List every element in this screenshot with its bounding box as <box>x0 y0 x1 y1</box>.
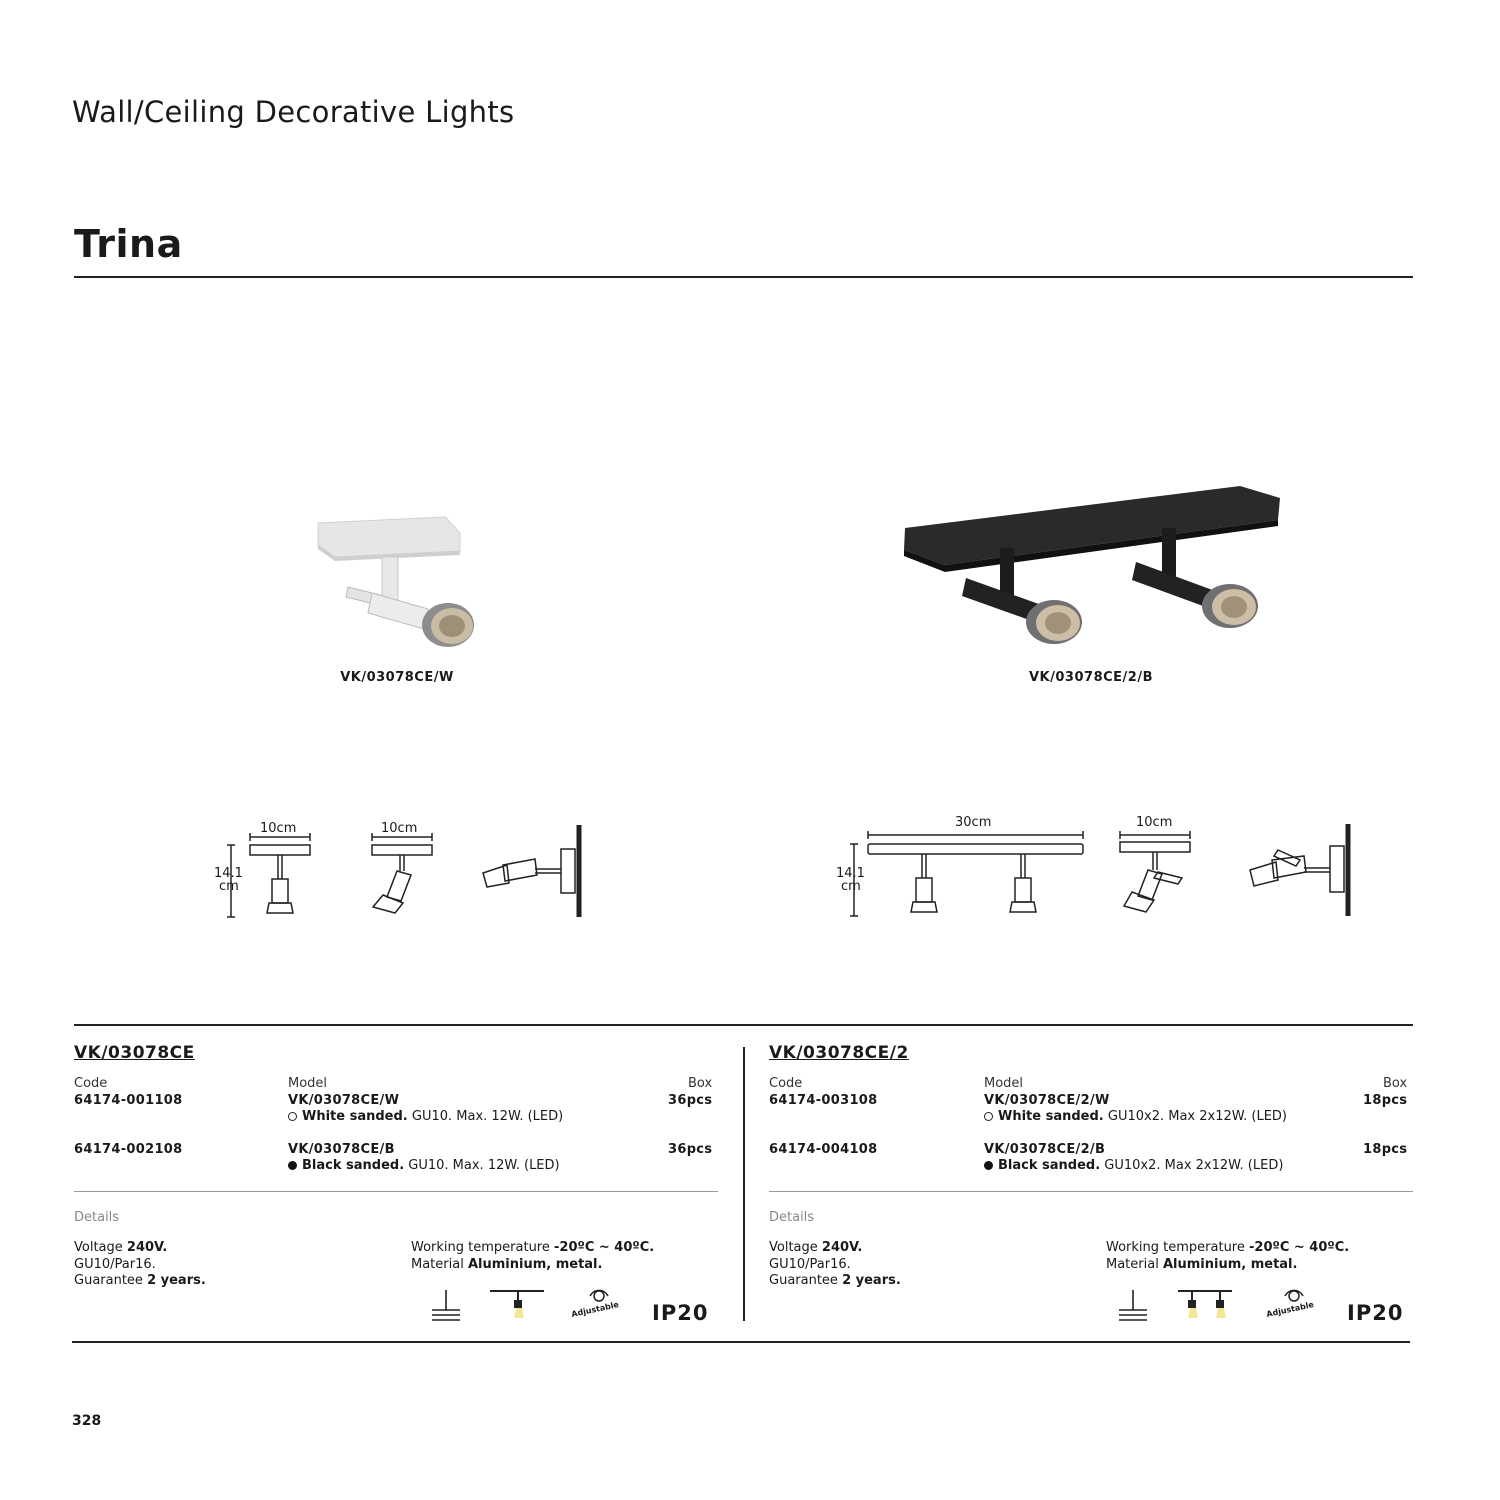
details-heading-left: Details <box>74 1210 120 1225</box>
white-finish-icon <box>984 1112 993 1121</box>
details-divider-right <box>769 1191 1413 1192</box>
finish-left-row2 <box>288 1158 560 1173</box>
voltage-label: Voltage <box>74 1240 127 1255</box>
details-right-col1 <box>769 1240 901 1290</box>
details-right-col2 <box>1106 1240 1349 1273</box>
double-spot-icon <box>1176 1288 1236 1324</box>
header-model-right: Model <box>984 1076 1024 1091</box>
header-box-left: Box <box>688 1076 713 1091</box>
details-heading-right: Details <box>769 1210 815 1225</box>
model-right-row1: VK/03078CE/2/W <box>984 1093 1110 1108</box>
temperature-label: Working temperature <box>1106 1240 1249 1255</box>
dim-height-single-unit: cm <box>219 879 239 894</box>
ip-rating-right: IP20 <box>1347 1301 1404 1325</box>
spec-bottom-divider <box>72 1341 1410 1343</box>
material-label: Material <box>1106 1256 1163 1272</box>
dim-width-single-front: 10cm <box>260 821 297 836</box>
dim-width-single-side: 10cm <box>381 821 418 836</box>
box-right-row2: 18pcs <box>1363 1142 1408 1157</box>
model-left-row1: VK/03078CE/W <box>288 1093 400 1108</box>
dim-height-double-value: 14.1 <box>836 866 865 881</box>
black-finish-icon <box>984 1161 993 1170</box>
finish-name: White sanded. <box>302 1109 408 1124</box>
finish-left-row1 <box>288 1109 563 1124</box>
model-right-row2: VK/03078CE/2/B <box>984 1142 1106 1157</box>
spec-text: GU10x2. Max 2x12W. (LED) <box>1103 1109 1287 1124</box>
header-code-left: Code <box>74 1076 108 1091</box>
details-left-col1 <box>74 1240 206 1290</box>
temperature-label: Working temperature <box>411 1240 554 1255</box>
code-right-row1: 64174-003108 <box>769 1093 878 1108</box>
voltage-value: 240V. <box>126 1240 168 1255</box>
finish-right-row1 <box>984 1109 1287 1124</box>
guarantee-label: Guarantee <box>74 1273 148 1288</box>
guarantee-value: 2 years. <box>147 1273 206 1288</box>
series-title-right: VK/03078CE/2 <box>769 1043 909 1063</box>
dim-width-double-front: 30cm <box>955 815 992 830</box>
spec-top-divider <box>74 1024 1413 1026</box>
product-title: Trina <box>74 222 183 266</box>
column-divider <box>743 1047 745 1321</box>
temperature-value: -20ºC ~ 40ºC. <box>554 1240 655 1255</box>
series-title-left: VK/03078CE <box>74 1043 195 1063</box>
code-right-row2: 64174-004108 <box>769 1142 878 1157</box>
finish-name: Black sanded. <box>998 1158 1101 1173</box>
box-left-row2: 36pcs <box>668 1142 713 1157</box>
product-photo-double-black <box>900 480 1290 650</box>
finish-right-row2 <box>984 1158 1283 1173</box>
box-left-row1: 36pcs <box>668 1093 713 1108</box>
black-finish-icon <box>288 1161 297 1170</box>
dimension-drawing-double <box>848 830 1358 925</box>
title-divider <box>74 276 1413 278</box>
code-left-row2: 64174-002108 <box>74 1142 183 1157</box>
category-heading: Wall/Ceiling Decorative Lights <box>72 95 515 129</box>
header-code-right: Code <box>769 1076 803 1091</box>
details-left-col2 <box>411 1240 654 1273</box>
voltage-label: Voltage <box>769 1240 822 1255</box>
spec-text: GU10x2. Max 2x12W. (LED) <box>1100 1158 1284 1173</box>
single-spot-icon <box>488 1288 548 1324</box>
finish-name: Black sanded. <box>302 1158 405 1173</box>
guarantee-value: 2 years. <box>842 1273 901 1288</box>
spec-text: GU10. Max. 12W. (LED) <box>407 1109 564 1124</box>
dim-width-double-side: 10cm <box>1136 815 1173 830</box>
header-box-right: Box <box>1383 1076 1408 1091</box>
temperature-value: -20ºC ~ 40ºC. <box>1249 1240 1350 1255</box>
dim-height-double-unit: cm <box>841 879 861 894</box>
lamp-type: GU10/Par16. <box>74 1256 156 1272</box>
material-value: Aluminium, metal. <box>467 1256 603 1272</box>
product-caption-double: VK/03078CE/2/B <box>1029 670 1153 685</box>
model-left-row2: VK/03078CE/B <box>288 1142 395 1157</box>
spec-text: GU10. Max. 12W. (LED) <box>404 1158 560 1173</box>
adjustable-label: Adjustable <box>1265 1300 1315 1319</box>
box-right-row1: 18pcs <box>1363 1093 1408 1108</box>
dim-height-single-value: 14.1 <box>214 866 243 881</box>
material-label: Material <box>411 1256 468 1272</box>
white-finish-icon <box>288 1112 297 1121</box>
header-model-left: Model <box>288 1076 328 1091</box>
guarantee-label: Guarantee <box>769 1273 843 1288</box>
material-value: Aluminium, metal. <box>1162 1256 1298 1272</box>
adjustable-label: Adjustable <box>570 1300 620 1319</box>
lamp-type: GU10/Par16. <box>769 1256 851 1272</box>
dimension-drawing-single <box>225 835 595 925</box>
product-caption-single: VK/03078CE/W <box>340 670 454 685</box>
earth-ground-icon <box>428 1288 464 1324</box>
code-left-row1: 64174-001108 <box>74 1093 183 1108</box>
details-divider-left <box>74 1191 718 1192</box>
page-number: 328 <box>72 1413 102 1429</box>
voltage-value: 240V. <box>821 1240 863 1255</box>
finish-name: White sanded. <box>998 1109 1104 1124</box>
product-photo-single-white <box>300 505 500 655</box>
ip-rating-left: IP20 <box>652 1301 709 1325</box>
earth-ground-icon <box>1115 1288 1151 1324</box>
